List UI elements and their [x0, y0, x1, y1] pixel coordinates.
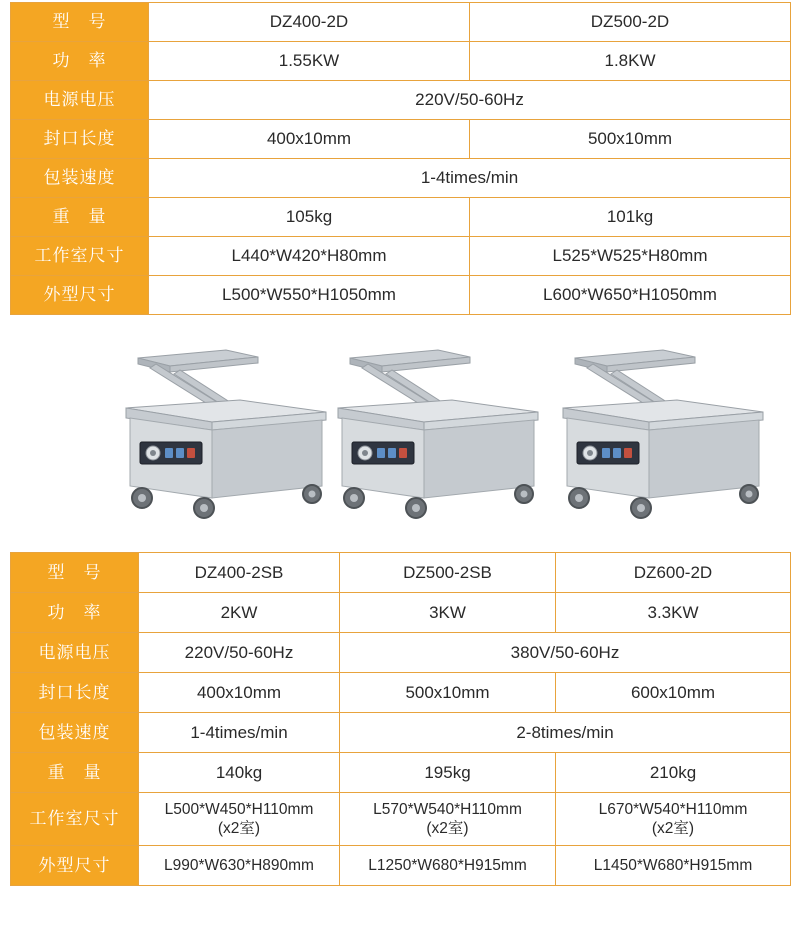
cell-value: 210kg — [556, 753, 791, 793]
table-row — [11, 120, 791, 159]
table-row — [11, 553, 791, 593]
cell-value: 500x10mm — [470, 120, 791, 159]
cell-value-sub: (x2室) — [426, 820, 469, 837]
cell-value: L990*W630*H890mm — [139, 846, 340, 886]
cell-value: 1-4times/min — [139, 713, 340, 753]
row-label: 功 率 — [11, 593, 139, 633]
cell-value: 400x10mm — [139, 673, 340, 713]
cell-value: 2-8times/min — [340, 713, 791, 753]
cell-value: L600*W650*H1050mm — [470, 276, 791, 315]
row-label: 重 量 — [11, 198, 149, 237]
row-label: 包装速度 — [11, 713, 139, 753]
table-row — [11, 81, 791, 120]
row-label: 外型尺寸 — [11, 276, 149, 315]
cell-value-main: L670*W540*H110mm — [598, 800, 748, 818]
cell-value — [340, 793, 556, 846]
cell-value: 1.55KW — [149, 42, 470, 81]
table-row — [11, 753, 791, 793]
cell-value: L525*W525*H80mm — [470, 237, 791, 276]
machine-photo-row — [0, 330, 800, 540]
row-label: 电源电压 — [11, 81, 149, 120]
machine-photo-dz500 — [320, 330, 560, 530]
table-row — [11, 159, 791, 198]
cell-value: L1250*W680*H915mm — [340, 846, 556, 886]
cell-value — [139, 793, 340, 846]
row-label: 型 号 — [11, 3, 149, 42]
machine-photo-dz400 — [108, 330, 348, 530]
cell-value: 500x10mm — [340, 673, 556, 713]
cell-value: 3KW — [340, 593, 556, 633]
table-row — [11, 673, 791, 713]
cell-value: DZ400-2SB — [139, 553, 340, 593]
cell-value: DZ500-2SB — [340, 553, 556, 593]
table-row — [11, 276, 791, 315]
row-label: 工作室尺寸 — [11, 237, 149, 276]
row-label: 工作室尺寸 — [11, 793, 139, 846]
machine-illustration — [108, 330, 348, 530]
cell-value: 220V/50-60Hz — [139, 633, 340, 673]
cell-value: 101kg — [470, 198, 791, 237]
machine-illustration — [320, 330, 560, 530]
cell-value: 1.8KW — [470, 42, 791, 81]
row-label: 封口长度 — [11, 673, 139, 713]
cell-value: 220V/50-60Hz — [149, 81, 791, 120]
table-row — [11, 3, 791, 42]
cell-value: 195kg — [340, 753, 556, 793]
table-row — [11, 713, 791, 753]
cell-value: DZ600-2D — [556, 553, 791, 593]
cell-value: 3.3KW — [556, 593, 791, 633]
spec-table-top — [10, 2, 791, 315]
cell-value-main: L570*W540*H110mm — [373, 800, 522, 818]
cell-value: 380V/50-60Hz — [340, 633, 791, 673]
table-row — [11, 237, 791, 276]
cell-value: L500*W550*H1050mm — [149, 276, 470, 315]
spec-table-bottom — [10, 552, 791, 886]
cell-value: 600x10mm — [556, 673, 791, 713]
row-label: 电源电压 — [11, 633, 139, 673]
cell-value: DZ400-2D — [149, 3, 470, 42]
table-row — [11, 633, 791, 673]
table-row — [11, 593, 791, 633]
cell-value: 105kg — [149, 198, 470, 237]
cell-value-sub: (x2室) — [217, 820, 261, 837]
cell-value — [556, 793, 791, 846]
cell-value: DZ500-2D — [470, 3, 791, 42]
cell-value: 140kg — [139, 753, 340, 793]
cell-value-main: L500*W450*H110mm — [164, 800, 314, 818]
table-row — [11, 42, 791, 81]
row-label: 包装速度 — [11, 159, 149, 198]
cell-value: 2KW — [139, 593, 340, 633]
cell-value: L440*W420*H80mm — [149, 237, 470, 276]
cell-value-sub: (x2室) — [651, 820, 695, 837]
table-row — [11, 198, 791, 237]
cell-value: 1-4times/min — [149, 159, 791, 198]
table-row — [11, 793, 791, 846]
machine-illustration — [545, 330, 785, 530]
cell-value: L1450*W680*H915mm — [556, 846, 791, 886]
machine-photo-dz600 — [545, 330, 785, 530]
row-label: 功 率 — [11, 42, 149, 81]
row-label: 重 量 — [11, 753, 139, 793]
table-row — [11, 846, 791, 886]
row-label: 型 号 — [11, 553, 139, 593]
cell-value: 400x10mm — [149, 120, 470, 159]
row-label: 外型尺寸 — [11, 846, 139, 886]
row-label: 封口长度 — [11, 120, 149, 159]
